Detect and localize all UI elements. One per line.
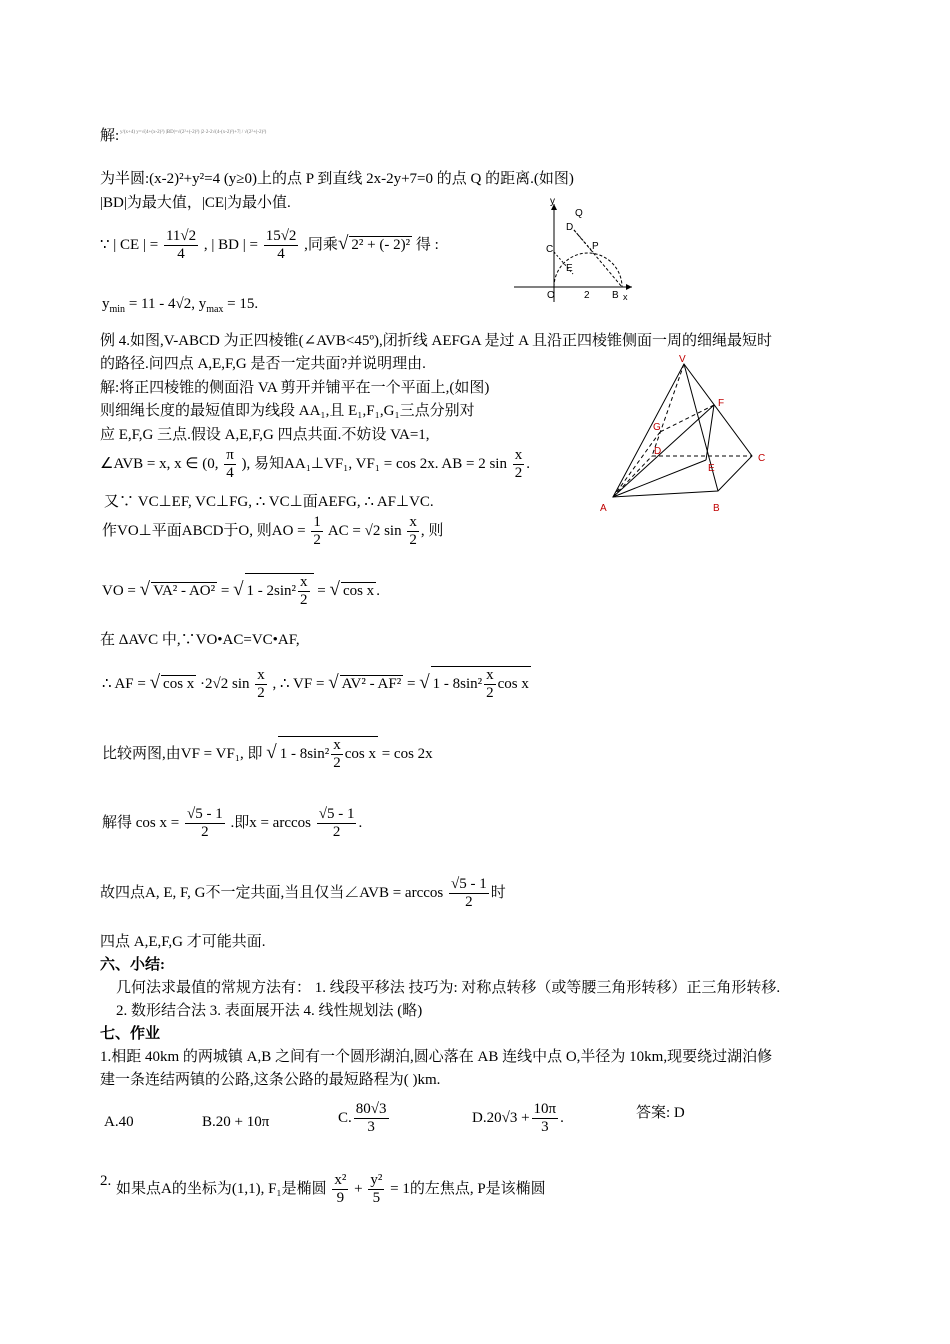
denominator: 2 xyxy=(257,685,265,701)
edge-ad xyxy=(613,456,652,497)
equation-vo xyxy=(102,573,380,609)
fraction xyxy=(368,1172,384,1207)
text-line: 1.相距 40km 的两城镇 A,B 之间有一个圆形湖泊,圆心落在 AB 连线中点 O,半径为 10km,现要绕过湖泊修 xyxy=(100,1049,773,1065)
label-c: C xyxy=(546,244,554,255)
text-line: 为半圆:(x-2)²+y²=4 (y≥0)上的点 P 到直线 2x-2y+7=0 的点 Q 的距离.(如图) xyxy=(100,171,574,187)
math-text: ∴ AF = xyxy=(102,675,146,692)
label-q: Q xyxy=(575,208,583,219)
equation-conclusion xyxy=(100,876,506,911)
math-text: 故四点A, E, F, G不一定共面,当且仅当∠AVB = arccos xyxy=(100,884,444,901)
radicand: VA² - AO² xyxy=(153,582,216,599)
fraction xyxy=(311,514,323,549)
math-symbol: ∵ xyxy=(100,236,110,253)
text-line: 则细绳长度的最短值即为线段 AA₁,且 E₁,F₁,G₁三点分别对 xyxy=(100,403,475,419)
math-text: 比较两图,由VF = VF₁, 即 xyxy=(102,745,263,762)
fraction xyxy=(185,806,225,841)
semicircle xyxy=(554,253,622,287)
numerator: x xyxy=(514,447,523,463)
label-v: V xyxy=(679,354,686,365)
fraction xyxy=(331,737,343,772)
math-text: 1 - 2sin² xyxy=(246,582,297,599)
numerator: 1 xyxy=(313,514,321,530)
question-number: 2. xyxy=(100,1173,112,1189)
label-y: y xyxy=(550,196,555,207)
subscript: max xyxy=(206,304,224,315)
radical-sign: √ xyxy=(419,671,430,693)
segment-dp xyxy=(574,230,593,252)
equation-ce-bd xyxy=(100,228,439,263)
denominator: 2 xyxy=(300,592,308,608)
text-line: |BD|为最大值，|CE|为最小值. xyxy=(100,195,291,211)
math-text: = 11 - 4√2, y xyxy=(125,296,207,312)
radicand xyxy=(245,573,314,609)
numerator: 15√2 xyxy=(265,228,297,244)
math-text: | CE | = xyxy=(113,236,159,253)
text-line: 几何法求最值的常规方法有： 1. 线段平移法 技巧为: 对称点转移（或等腰三角形转移）正三角形转移. xyxy=(116,980,781,996)
fraction xyxy=(317,806,357,841)
path-ef xyxy=(706,405,714,460)
fraction xyxy=(532,1101,559,1136)
radical-sign: √ xyxy=(329,578,340,600)
fraction xyxy=(513,447,525,482)
math-text: ·2√2 sin xyxy=(200,675,250,692)
equation-perpendicular: 又∵ VC⊥EF, VC⊥FG, ∴ VC⊥面AEFG, ∴ AF⊥VC. xyxy=(104,494,434,510)
tiny-formula: y/(x+4) y=√(4+(x-2)²) |BD|=√(2²+(-2)²) |2·2-2√(4-(x-2)²)+7| / √(2²+(-2)²) xyxy=(120,130,267,135)
label-e: E xyxy=(566,263,573,274)
equation-solve xyxy=(102,806,362,841)
math-text: cos x xyxy=(344,745,376,762)
math-text: 1 - 8sin² xyxy=(279,745,330,762)
fraction xyxy=(484,667,496,702)
pyramid-figure xyxy=(594,350,774,516)
math-text: = cos 2x xyxy=(381,745,433,762)
math-text: = 1的左焦点, P是该椭圆 xyxy=(390,1180,546,1197)
text-line: 建一条连结两镇的公路,这条公路的最短路程为( )km. xyxy=(100,1072,441,1088)
text-line: 2. 数形结合法 3. 表面展开法 4. 线性规划法 (略) xyxy=(116,1003,423,1019)
denominator: 2 xyxy=(514,465,523,481)
radicand: cos x xyxy=(163,675,195,692)
math-text: 1 - 8sin² xyxy=(432,675,483,692)
math-text: , | BD | = xyxy=(203,236,258,253)
fraction xyxy=(298,574,310,609)
solution-label: 解: xyxy=(100,128,120,144)
numerator: 11√2 xyxy=(165,228,197,244)
numerator: √5 - 1 xyxy=(318,806,355,822)
math-text: . xyxy=(526,455,530,472)
equation-angle xyxy=(100,447,530,482)
denominator: 5 xyxy=(372,1190,381,1206)
path-fg xyxy=(660,405,714,432)
denominator: 4 xyxy=(226,465,234,481)
option-d xyxy=(472,1101,564,1136)
edge-vd xyxy=(652,364,684,456)
denominator: 2 xyxy=(333,755,341,771)
radicand: AV² - AF² xyxy=(341,675,402,692)
fraction xyxy=(354,1101,389,1136)
math-text: ∠AVB = x, x ∈ (0, xyxy=(100,455,219,472)
radical-sign: √ xyxy=(149,671,161,693)
equation-y-range xyxy=(102,296,258,315)
numerator: x xyxy=(257,667,265,683)
numerator: √5 - 1 xyxy=(450,876,487,892)
section-heading: 六、小结: xyxy=(100,957,165,973)
math-text: AC = √2 sin xyxy=(327,522,402,539)
math-text: . xyxy=(376,582,380,599)
text-line: 四点 A,E,F,G 才可能共面. xyxy=(100,934,266,950)
label-a: A xyxy=(600,503,607,514)
math-text: ), 易知AA₁⊥VF₁, VF₁ = cos 2x. AB = 2 sin xyxy=(241,455,507,472)
math-text: 作VO⊥平面ABCD于O, 则AO = xyxy=(102,522,306,539)
numerator: x² xyxy=(334,1172,347,1188)
radical-sign: √ xyxy=(139,578,151,600)
numerator: √5 - 1 xyxy=(186,806,223,822)
text-line: 在 ΔAVC 中,∵VO•AC=VC•AF, xyxy=(100,632,300,648)
math-text: cos x xyxy=(497,675,529,692)
numerator: x xyxy=(409,514,417,530)
math-text: 得 : xyxy=(415,236,439,253)
math-text: 如果点A的坐标为(1,1), F₁是椭圆 xyxy=(116,1180,327,1197)
numerator: y² xyxy=(370,1172,383,1188)
math-text: .即x = arccos xyxy=(230,814,311,831)
label-e: E xyxy=(708,463,715,474)
numerator: x xyxy=(300,574,308,590)
math-text: 时 xyxy=(490,884,506,901)
math-text: + xyxy=(354,1180,363,1197)
label-c: C xyxy=(758,453,766,464)
math-text: = xyxy=(317,582,326,599)
denominator: 4 xyxy=(277,246,285,262)
text-line: 例 4.如图,V-ABCD 为正四棱锥(∠AVB<45º),闭折线 AEFGA 是过 A 且沿正四棱锥侧面一周的细绳最短时 xyxy=(100,333,772,349)
path-af xyxy=(613,405,714,497)
fraction xyxy=(255,667,267,702)
denominator: 9 xyxy=(336,1190,345,1206)
option-c xyxy=(338,1101,391,1136)
numerator: 10π xyxy=(533,1101,557,1117)
math-text: ,同乘 xyxy=(304,236,338,253)
label-x: x xyxy=(623,292,628,302)
radical-sign: √ xyxy=(266,741,277,763)
denominator: 2 xyxy=(313,532,321,548)
math-text: C. xyxy=(338,1109,352,1126)
fraction xyxy=(224,447,236,482)
answer: 答案: D xyxy=(636,1105,685,1121)
section-heading: 七、作业 xyxy=(100,1026,161,1042)
label-d: D xyxy=(566,222,574,233)
label-p: P xyxy=(592,241,599,252)
text-line: 应 E,F,G 三点.假设 A,E,F,G 四点共面.不妨设 VA=1, xyxy=(100,427,430,443)
fraction xyxy=(332,1172,348,1207)
label-b: B xyxy=(713,503,720,514)
radicand: cos x xyxy=(342,582,375,599)
fraction xyxy=(407,514,419,549)
math-text: VO = xyxy=(102,582,136,599)
fraction xyxy=(264,228,299,263)
radical-sign: √ xyxy=(233,578,244,600)
x-axis-arrow xyxy=(626,284,632,290)
math-text: = xyxy=(220,582,230,599)
text-line: 解:将正四棱锥的侧面沿 VA 剪开并铺平在一个平面上,(如图) xyxy=(100,380,490,396)
equation-compare xyxy=(102,736,433,772)
radical-sign: √ xyxy=(337,232,349,254)
numerator: x xyxy=(333,737,341,753)
label-b: B xyxy=(612,290,619,301)
denominator: 3 xyxy=(367,1119,375,1135)
numerator: x xyxy=(486,667,494,683)
math-text: , ∴ VF = xyxy=(272,675,325,692)
option-b: B.20 + 10π xyxy=(202,1114,270,1130)
denominator: 2 xyxy=(486,685,494,701)
coordinate-figure xyxy=(510,192,635,304)
radical-sign: √ xyxy=(328,671,339,693)
denominator: 2 xyxy=(465,894,473,910)
label-two: 2 xyxy=(584,290,590,301)
numerator: π xyxy=(226,447,234,463)
numerator: 80√3 xyxy=(355,1101,387,1117)
pyramid-outline xyxy=(613,364,752,497)
text-line: 的路径.问四点 A,E,F,G 是否一定共面?并说明理由. xyxy=(100,356,426,372)
math-text: y xyxy=(102,296,110,312)
math-text: . xyxy=(358,814,363,831)
denominator: 4 xyxy=(177,246,185,262)
denominator: 3 xyxy=(541,1119,549,1135)
radicand xyxy=(431,666,531,702)
fraction xyxy=(449,876,489,911)
math-text: , 则 xyxy=(420,522,444,539)
denominator: 2 xyxy=(409,532,417,548)
label-f: F xyxy=(718,398,725,409)
option-a: A.40 xyxy=(104,1114,134,1130)
math-text: = xyxy=(406,675,416,692)
label-g: G xyxy=(653,422,661,433)
fraction xyxy=(164,228,198,263)
label-d: D xyxy=(654,446,662,457)
math-text: D.20√3 + xyxy=(472,1109,530,1126)
radicand xyxy=(278,736,378,772)
label-o: O xyxy=(547,290,555,301)
subscript: min xyxy=(109,304,126,315)
question-ellipse xyxy=(116,1172,546,1207)
line-db xyxy=(574,230,622,287)
denominator: 2 xyxy=(332,824,341,840)
math-text: . xyxy=(560,1109,564,1126)
math-text: 解得 cos x = xyxy=(102,814,180,831)
denominator: 2 xyxy=(201,824,209,840)
equation-af xyxy=(102,666,531,702)
radicand: 2² + (- 2)² xyxy=(351,236,411,253)
math-text: = 15. xyxy=(223,296,259,312)
equation-ao xyxy=(102,514,443,549)
